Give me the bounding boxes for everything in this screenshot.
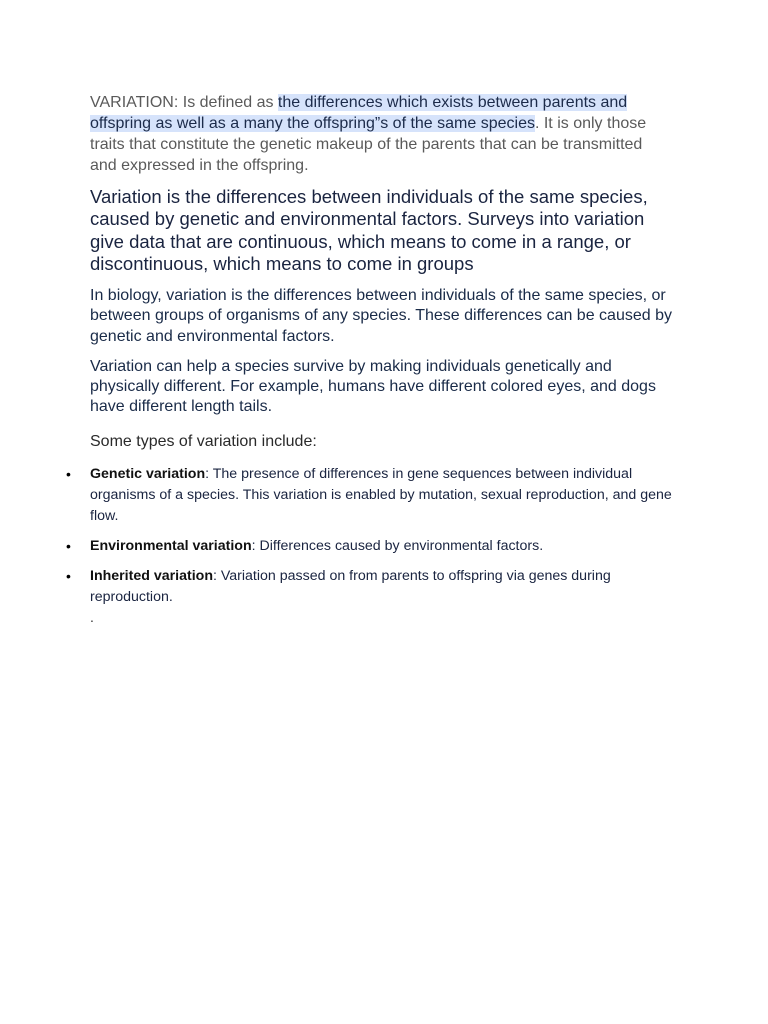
bullet-icon: • — [66, 568, 71, 585]
list-item-term: Inherited variation — [90, 568, 213, 585]
bullet-icon: • — [66, 466, 71, 483]
survival-paragraph: Variation can help a species survive by making individuals genetically and physically different. For example, humans have different colored eyes, and dogs have different length tails. — [90, 357, 656, 416]
list-item-text: : The presence of differences in gene sequences between individual organisms of a species. This variation is enabled by mutation, sexual reproduction, and gene flow. — [90, 466, 672, 525]
list-item-environmental-variation — [66, 536, 672, 557]
variation-types-list — [66, 464, 672, 608]
list-item-inherited-variation — [66, 566, 672, 608]
list-item-term: Environmental variation — [90, 538, 252, 555]
variation-summary-paragraph: Variation is the differences between individuals of the same species, caused by genetic and environmental factors. Surveys into variation give data that are continuous, which means to come in a range, or discontinuous, which means to come in groups — [90, 186, 648, 274]
highlighted-text: the differences which exists between parents and offspring as well as a many the offspring”s of the same species — [90, 94, 628, 132]
definition-lead-text: VARIATION: Is defined as — [90, 94, 278, 111]
list-item-term: Genetic variation — [90, 466, 206, 483]
types-intro-paragraph: Some types of variation include: — [90, 433, 317, 451]
bullet-icon: • — [66, 538, 71, 555]
trailing-period: . — [90, 609, 94, 626]
list-item-genetic-variation — [66, 464, 672, 527]
biology-definition-paragraph: In biology, variation is the differences between individuals of the same species, or between groups of organisms of any species. These differences can be caused by genetic and environmental factors. — [90, 287, 672, 345]
definition-tail-text: . It is only those traits that constitute the genetic makeup of the parents that can be transmitted and expressed in the offspring. — [90, 115, 647, 174]
variation-definition-paragraph — [90, 92, 672, 176]
list-item-text: : Variation passed on from parents to offspring via genes during reproduction. — [90, 568, 611, 606]
list-item-text: : Differences caused by environmental factors. — [251, 538, 544, 555]
